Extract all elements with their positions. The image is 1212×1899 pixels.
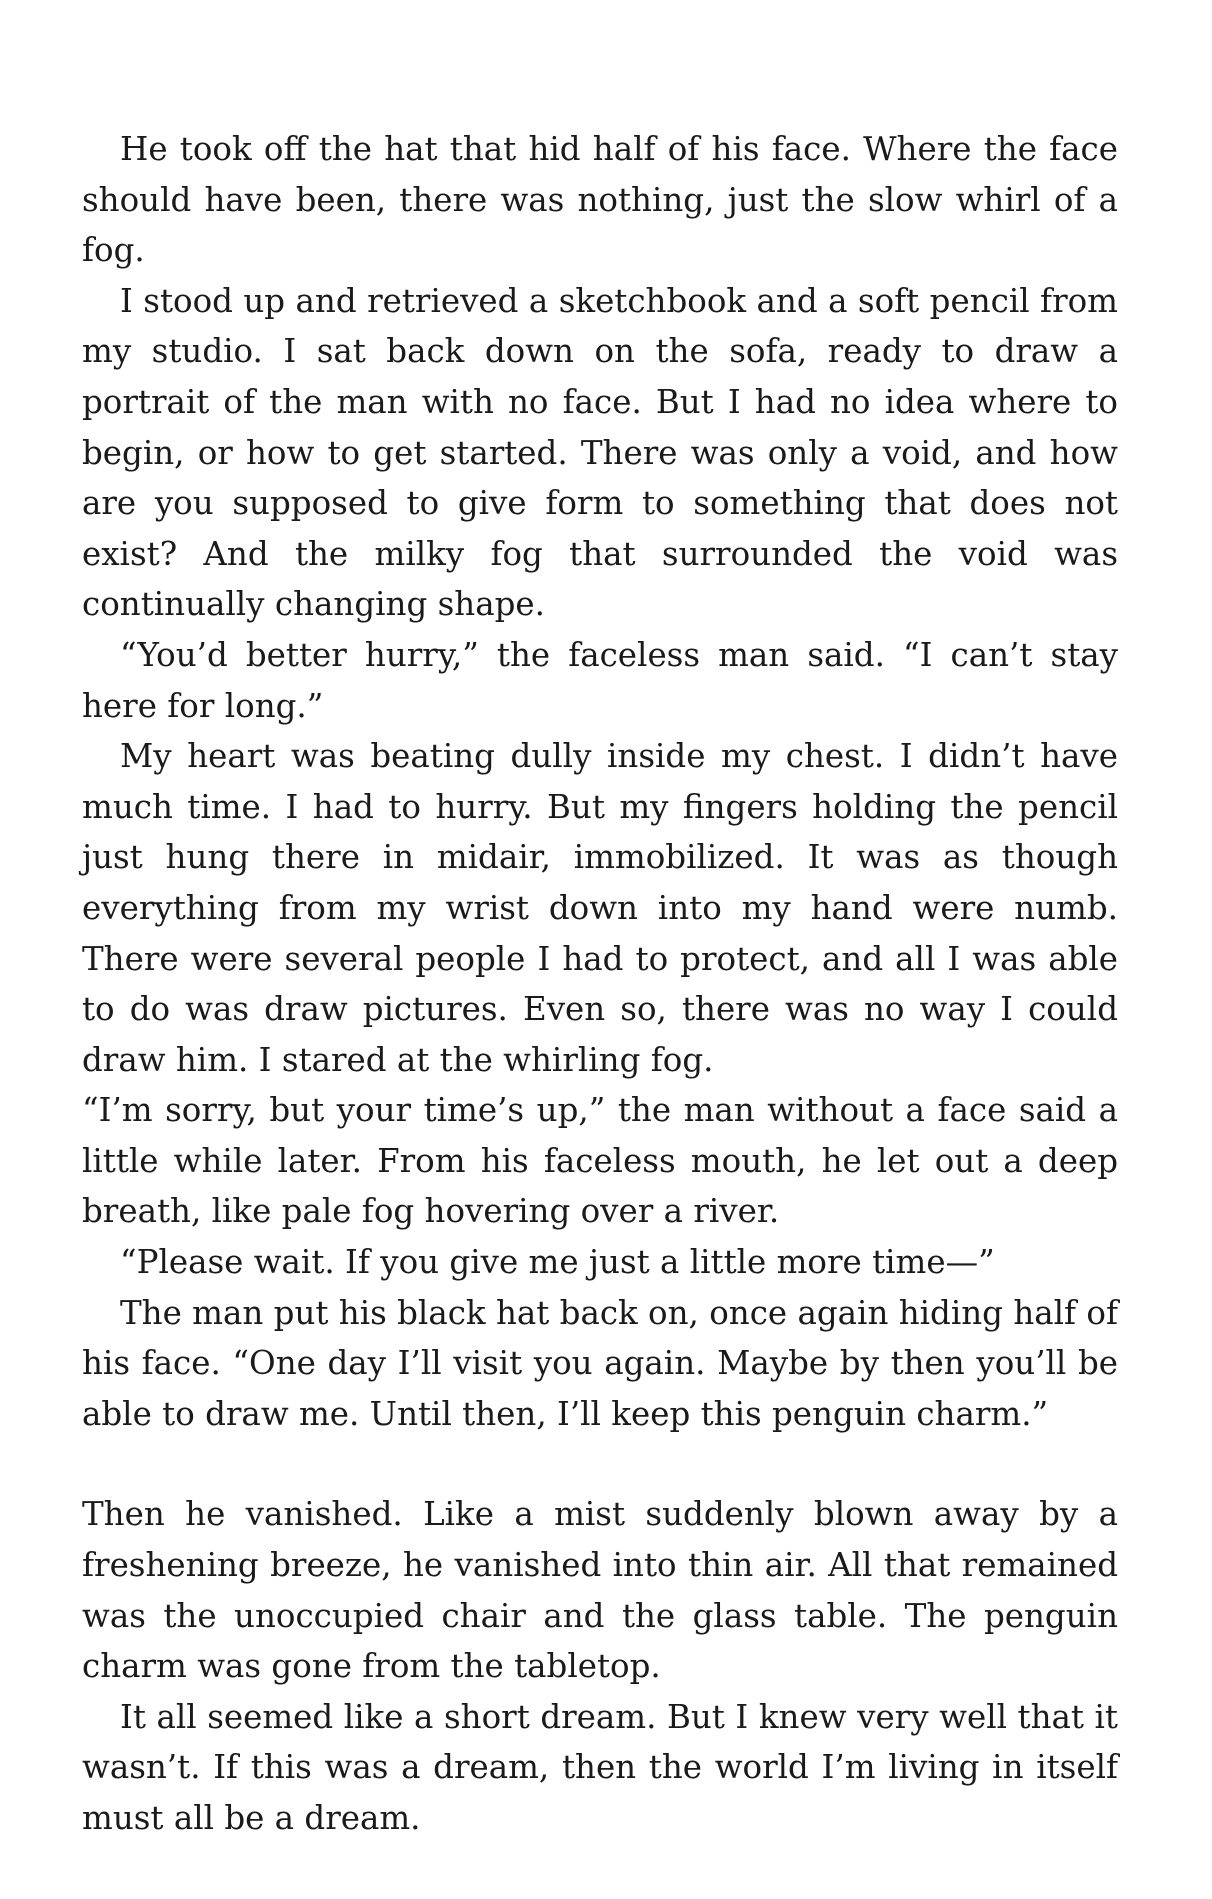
paragraph-2: I stood up and retrieved a sketchbook and a soft pencil from my studio. I sat back down on the sofa, ready to draw a portrait of the man with no face. But I had no idea where to begin, or how to get started. There was only a void, and how are you supposed to give form to something that does not exist? And the milky fog that surrounded the void was continually changing shape. (82, 281, 1118, 624)
paragraph-9: It all seemed like a short dream. But I knew very well that it wasn’t. If this was a dream, then the world I’m living in itself must all be a dream. (82, 1697, 1118, 1837)
paragraph-4: My heart was beating dully inside my chest. I didn’t have much time. I had to hurry. But my fingers holding the pencil just hung there in midair, immobilized. It was as though everything from my wrist down into my hand were numb. There were several people I had to protect, and all I was able to do was draw pictures. Even so, there was no way I could draw him. I stared at the whirling fog. (82, 737, 1118, 1079)
book-page (82, 124, 1118, 1844)
paragraph-8: Then he vanished. Like a mist suddenly blown away by a freshening breeze, he vanished into thin air. All that remained was the unoccupied chair and the glass table. The penguin charm was gone from the tabletop. (82, 1495, 1118, 1686)
paragraph-7: The man put his black hat back on, once again hiding half of his face. “One day I’ll visit you again. Maybe by then you’ll be able to draw me. Until then, I’ll keep this penguin charm.” (82, 1293, 1118, 1433)
paragraph-6: “Please wait. If you give me just a little more time—” (120, 1243, 995, 1282)
paragraph-3: “You’d better hurry,” the faceless man said. “I can’t stay here for long.” (82, 635, 1118, 725)
paragraph-1: He took off the hat that hid half of his face. Where the face should have been, there was nothing, just the slow whirl of a fog. (82, 130, 1118, 270)
paragraph-5: “I’m sorry, but your time’s up,” the man without a face said a little while later. From his faceless mouth, he let out a deep breath, like pale fog hovering over a river. (82, 1091, 1118, 1231)
